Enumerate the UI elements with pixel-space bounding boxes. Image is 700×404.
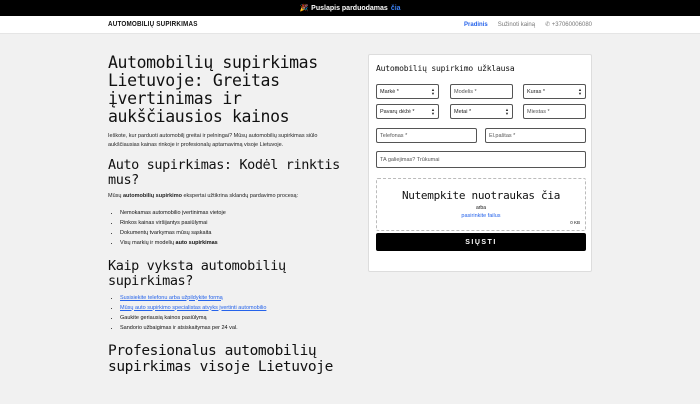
select-arrows-icon: ▲ ▼ <box>431 107 435 116</box>
fuel-select-label: Kuras * <box>527 88 546 95</box>
select-arrows-icon: ▲ ▼ <box>505 107 509 116</box>
content-column <box>108 54 340 375</box>
intro-paragraph: Ieškote, kur parduoti automobilį greitai ir pelningai? Mūsų automobilių supirkimas siūlo aukščiausias kainas rinkoje ir profesionalų aptarnavimą visoje Lietuvoje. <box>108 133 318 148</box>
fuel-select[interactable] <box>523 84 586 99</box>
how-list <box>108 293 340 333</box>
submit-button[interactable]: SIŲSTI <box>376 233 586 251</box>
announcement-bar <box>0 0 700 16</box>
choose-files-link[interactable]: pasirinkite failus <box>461 213 501 219</box>
why-list <box>108 208 340 248</box>
notes-placeholder: TA galiejimas? Trūkumai <box>380 156 440 163</box>
select-arrows-icon: ▲ ▼ <box>431 87 435 96</box>
dropzone-title: Nutempkite nuotraukas čia <box>401 189 561 202</box>
year-select[interactable] <box>450 104 513 119</box>
list-item <box>120 303 340 313</box>
page-title: Automobilių supirkimas Lietuvoje: Greitas įvertinimas ir aukščiausios kainos <box>108 53 318 126</box>
make-select[interactable] <box>376 84 439 99</box>
quote-form <box>368 54 592 272</box>
list-item: • Nemokamas automobilio įvertinimas vietoje <box>120 208 340 218</box>
phone-input[interactable] <box>376 128 477 143</box>
site-header <box>0 16 700 34</box>
list-item <box>120 293 340 303</box>
gearbox-select-label: Pavarų dėžė * <box>380 108 415 115</box>
party-icon: 🎉 <box>299 5 309 12</box>
select-arrows-icon: ▲ ▼ <box>578 87 582 96</box>
city-placeholder: Miestas * <box>527 108 550 115</box>
photo-dropzone[interactable] <box>376 178 586 231</box>
dropzone-or: arba <box>475 205 486 211</box>
form-title: Automobilių supirkimo užklausa <box>376 64 515 73</box>
why-heading: Auto supirkimas: Kodėl rinktis mus? <box>108 157 340 188</box>
announcement-link[interactable]: čia <box>390 4 401 12</box>
announcement-text: Puslapis parduodamas <box>311 4 388 12</box>
upload-size: 0 KB <box>570 220 580 225</box>
list-item: • Rinkos kainas viršijantys pasiūlymai <box>120 218 340 228</box>
nav-phone-number: +37060006080 <box>551 22 592 28</box>
model-input[interactable] <box>450 84 513 99</box>
phone-icon: ✆ <box>545 22 551 28</box>
page-main <box>0 34 700 404</box>
nav-link-home[interactable]: Pradinis <box>464 21 488 28</box>
nav-phone[interactable] <box>545 21 592 28</box>
why-intro: Mūsų automobilių supirkimo ekspertai užtikrina sklandų pardavimo procesą: <box>108 193 299 199</box>
list-item: • Dokumentų tvarkymas mūsų sąskaita <box>120 228 340 238</box>
list-item: • Sandorio užbaigimas ir atsiskaitymas per 24 val. <box>120 323 340 333</box>
model-placeholder: Modelis * <box>454 88 477 95</box>
nav-menu <box>464 21 592 28</box>
email-input[interactable] <box>485 128 586 143</box>
email-placeholder: El.paštas * <box>489 132 516 139</box>
specialist-link[interactable]: Mūsų auto supirkimo specialistas atvyks įvertinti automobilio <box>120 304 267 311</box>
gearbox-select[interactable] <box>376 104 439 119</box>
city-input[interactable] <box>523 104 586 119</box>
nav-link-price[interactable]: Sužinoti kainą <box>497 21 536 28</box>
site-logo[interactable]: AUTOMOBILIŲ SUPIRKIMAS <box>108 21 198 28</box>
notes-textarea[interactable] <box>376 151 586 168</box>
year-select-label: Metai * <box>454 108 472 115</box>
list-item: • Gaukite geriausią kainos pasiūlymą <box>120 313 340 323</box>
how-heading: Kaip vyksta automobilių supirkimas? <box>108 257 286 289</box>
list-item: • Visų markių ir modelių auto supirkimas <box>120 238 340 248</box>
phone-placeholder: Telefonas * <box>380 132 408 139</box>
bottom-heading: Profesionalus automobilių supirkimas visoje Lietuvoje <box>108 342 333 375</box>
make-select-label: Markė * <box>380 88 399 95</box>
contact-link[interactable]: Susisiekite telefonu arba užpildykite formą <box>120 294 223 301</box>
